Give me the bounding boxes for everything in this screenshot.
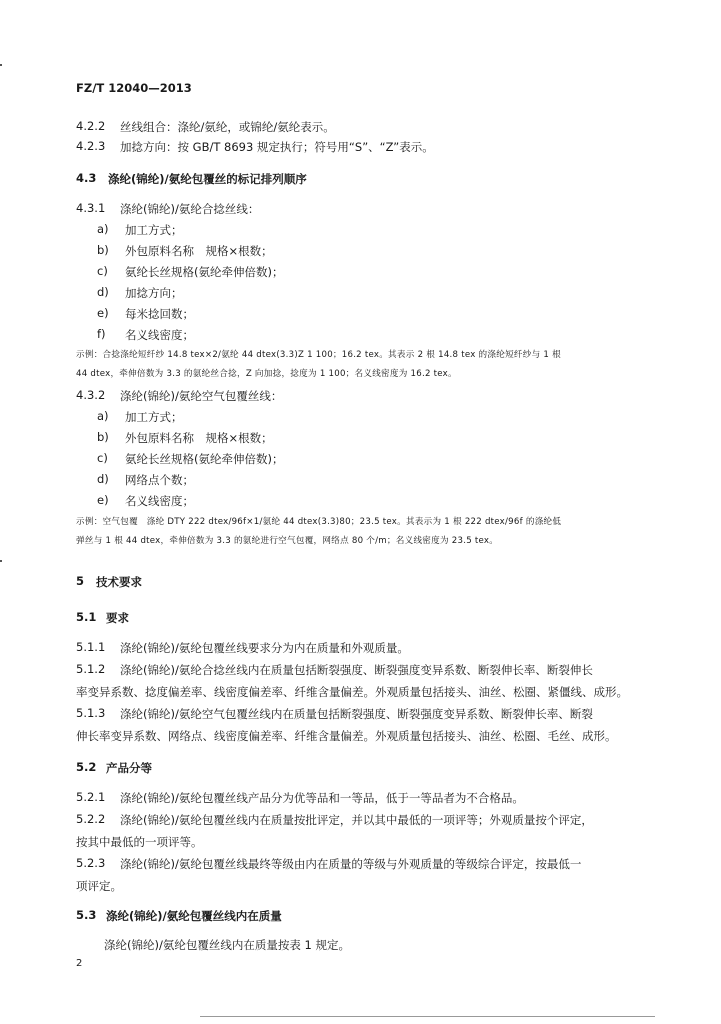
clause-5-2-3-number: 5.2.3 bbox=[76, 856, 106, 870]
list-item-text: 网络点个数； bbox=[125, 473, 194, 487]
section-5-3-number: 5.3 bbox=[76, 908, 97, 922]
clause-4-2-2-text: 丝线组合：涤纶/氨纶，或锦纶/氨纶表示。 bbox=[120, 120, 335, 134]
list-item-text: 外包原料名称 规格×根数； bbox=[125, 244, 273, 258]
list-item-label: b) bbox=[97, 243, 109, 257]
clause-5-1-3-line-2: 伸长率变异系数、网络点、线密度偏差率、纤维含量偏差。外观质量包括接头、油丝、松圈、毛丝、成形。 bbox=[76, 729, 617, 743]
clause-5-2-1-number: 5.2.1 bbox=[76, 790, 106, 804]
section-5-3-text: 涤纶(锦纶)/氨纶包覆丝线内在质量按表 1 规定。 bbox=[104, 938, 350, 952]
clause-5-1-1-number: 5.1.1 bbox=[76, 640, 106, 654]
section-5-1-title: 要求 bbox=[106, 611, 129, 625]
section-5-2-title: 产品分等 bbox=[106, 761, 152, 775]
list-item-text: 加工方式； bbox=[125, 410, 183, 424]
list-item-text: 氨纶长丝规格(氨纶牵伸倍数)； bbox=[125, 452, 284, 466]
clause-4-3-2-title: 涤纶(锦纶)/氨纶空气包覆丝线： bbox=[120, 389, 283, 403]
list-item-label: d) bbox=[97, 472, 109, 486]
scan-mark bbox=[0, 64, 2, 66]
section-5-title: 技术要求 bbox=[96, 575, 142, 589]
clause-4-3-1-title: 涤纶(锦纶)/氨纶合捻丝线： bbox=[120, 202, 260, 216]
section-5-number: 5 bbox=[76, 574, 85, 588]
page-number: 2 bbox=[76, 958, 83, 969]
clause-4-3-1-number: 4.3.1 bbox=[76, 201, 106, 215]
clause-5-1-3-number: 5.1.3 bbox=[76, 706, 106, 720]
list-item-text: 加工方式； bbox=[125, 223, 183, 237]
list-item-label: b) bbox=[97, 430, 109, 444]
list-item-text: 每米捻回数； bbox=[125, 307, 194, 321]
clause-4-2-3-number: 4.2.3 bbox=[76, 139, 106, 153]
section-5-1-number: 5.1 bbox=[76, 610, 97, 624]
standard-code-header: FZ/T 12040—2013 bbox=[76, 81, 192, 95]
list-item-label: a) bbox=[97, 222, 109, 236]
list-item-label: e) bbox=[97, 306, 109, 320]
scan-mark bbox=[0, 560, 2, 562]
clause-5-2-2-line-2: 按其中最低的一项评等。 bbox=[76, 835, 203, 849]
clause-4-3-2-number: 4.3.2 bbox=[76, 388, 106, 402]
list-item-label: c) bbox=[97, 451, 108, 465]
example-4-3-2-line-2: 弹丝与 1 根 44 dtex，牵伸倍数为 3.3 的氨纶进行空气包覆，网络点 80 个/m；名义线密度为 23.5 tex。 bbox=[76, 536, 499, 546]
scan-edge-line bbox=[200, 1016, 655, 1017]
list-item-label: a) bbox=[97, 409, 109, 423]
clause-4-2-3-text: 加捻方向：按 GB/T 8693 规定执行；符号用“S”、“Z”表示。 bbox=[120, 140, 434, 154]
example-4-3-2-line-1: 示例：空气包覆 涤纶 DTY 222 dtex/96f×1/氨纶 44 dtex(3.3)80；23.5 tex。其表示为 1 根 222 dtex/96f 的涤纶低 bbox=[76, 517, 562, 527]
list-item-text: 外包原料名称 规格×根数； bbox=[125, 431, 273, 445]
example-4-3-1-line-2: 44 dtex，牵伸倍数为 3.3 的氨纶丝合捻，Z 向加捻，捻度为 1 100；名义线密度为 16.2 tex。 bbox=[76, 369, 457, 379]
section-4-3-title: 涤纶(锦纶)/氨纶包覆丝的标记排列顺序 bbox=[108, 172, 307, 186]
clause-5-2-1-text: 涤纶(锦纶)/氨纶包覆丝线产品分为优等品和一等品，低于一等品者为不合格品。 bbox=[120, 791, 524, 805]
list-item-label: d) bbox=[97, 285, 109, 299]
list-item-label: f) bbox=[97, 327, 106, 341]
clause-5-2-2-number: 5.2.2 bbox=[76, 812, 106, 826]
clause-5-1-2-line-1: 涤纶(锦纶)/氨纶合捻丝线内在质量包括断裂强度、断裂强度变异系数、断裂伸长率、断裂伸长 bbox=[120, 663, 593, 677]
clause-5-2-2-line-1: 涤纶(锦纶)/氨纶包覆丝线内在质量按批评定，并以其中最低的一项评等；外观质量按个评定， bbox=[120, 813, 593, 827]
section-5-2-number: 5.2 bbox=[76, 760, 97, 774]
clause-5-1-2-number: 5.1.2 bbox=[76, 662, 106, 676]
list-item-text: 加捻方向； bbox=[125, 286, 183, 300]
clause-5-1-1-text: 涤纶(锦纶)/氨纶包覆丝线要求分为内在质量和外观质量。 bbox=[120, 641, 409, 655]
example-4-3-1-line-1: 示例：合捻涤纶短纤纱 14.8 tex×2/氨纶 44 dtex(3.3)Z 1 100；16.2 tex。其表示 2 根 14.8 tex 的涤纶短纤纱与 1 根 bbox=[76, 350, 561, 360]
section-5-3-title: 涤纶(锦纶)/氨纶包覆丝线内在质量 bbox=[106, 909, 282, 923]
clause-5-2-3-line-1: 涤纶(锦纶)/氨纶包覆丝线最终等级由内在质量的等级与外观质量的等级综合评定，按最低一 bbox=[120, 857, 582, 871]
list-item-text: 名义线密度； bbox=[125, 494, 194, 508]
list-item-label: c) bbox=[97, 264, 108, 278]
list-item-text: 名义线密度； bbox=[125, 328, 194, 342]
clause-5-1-2-line-2: 率变异系数、捻度偏差率、线密度偏差率、纤维含量偏差。外观质量包括接头、油丝、松圈、紧僵线、成形。 bbox=[76, 685, 628, 699]
list-item-text: 氨纶长丝规格(氨纶牵伸倍数)； bbox=[125, 265, 284, 279]
clause-5-1-3-line-1: 涤纶(锦纶)/氨纶空气包覆丝线内在质量包括断裂强度、断裂强度变异系数、断裂伸长率、断裂 bbox=[120, 707, 593, 721]
clause-5-2-3-line-2: 项评定。 bbox=[76, 879, 122, 893]
clause-4-2-2-number: 4.2.2 bbox=[76, 119, 106, 133]
section-4-3-number: 4.3 bbox=[76, 171, 97, 185]
list-item-label: e) bbox=[97, 493, 109, 507]
